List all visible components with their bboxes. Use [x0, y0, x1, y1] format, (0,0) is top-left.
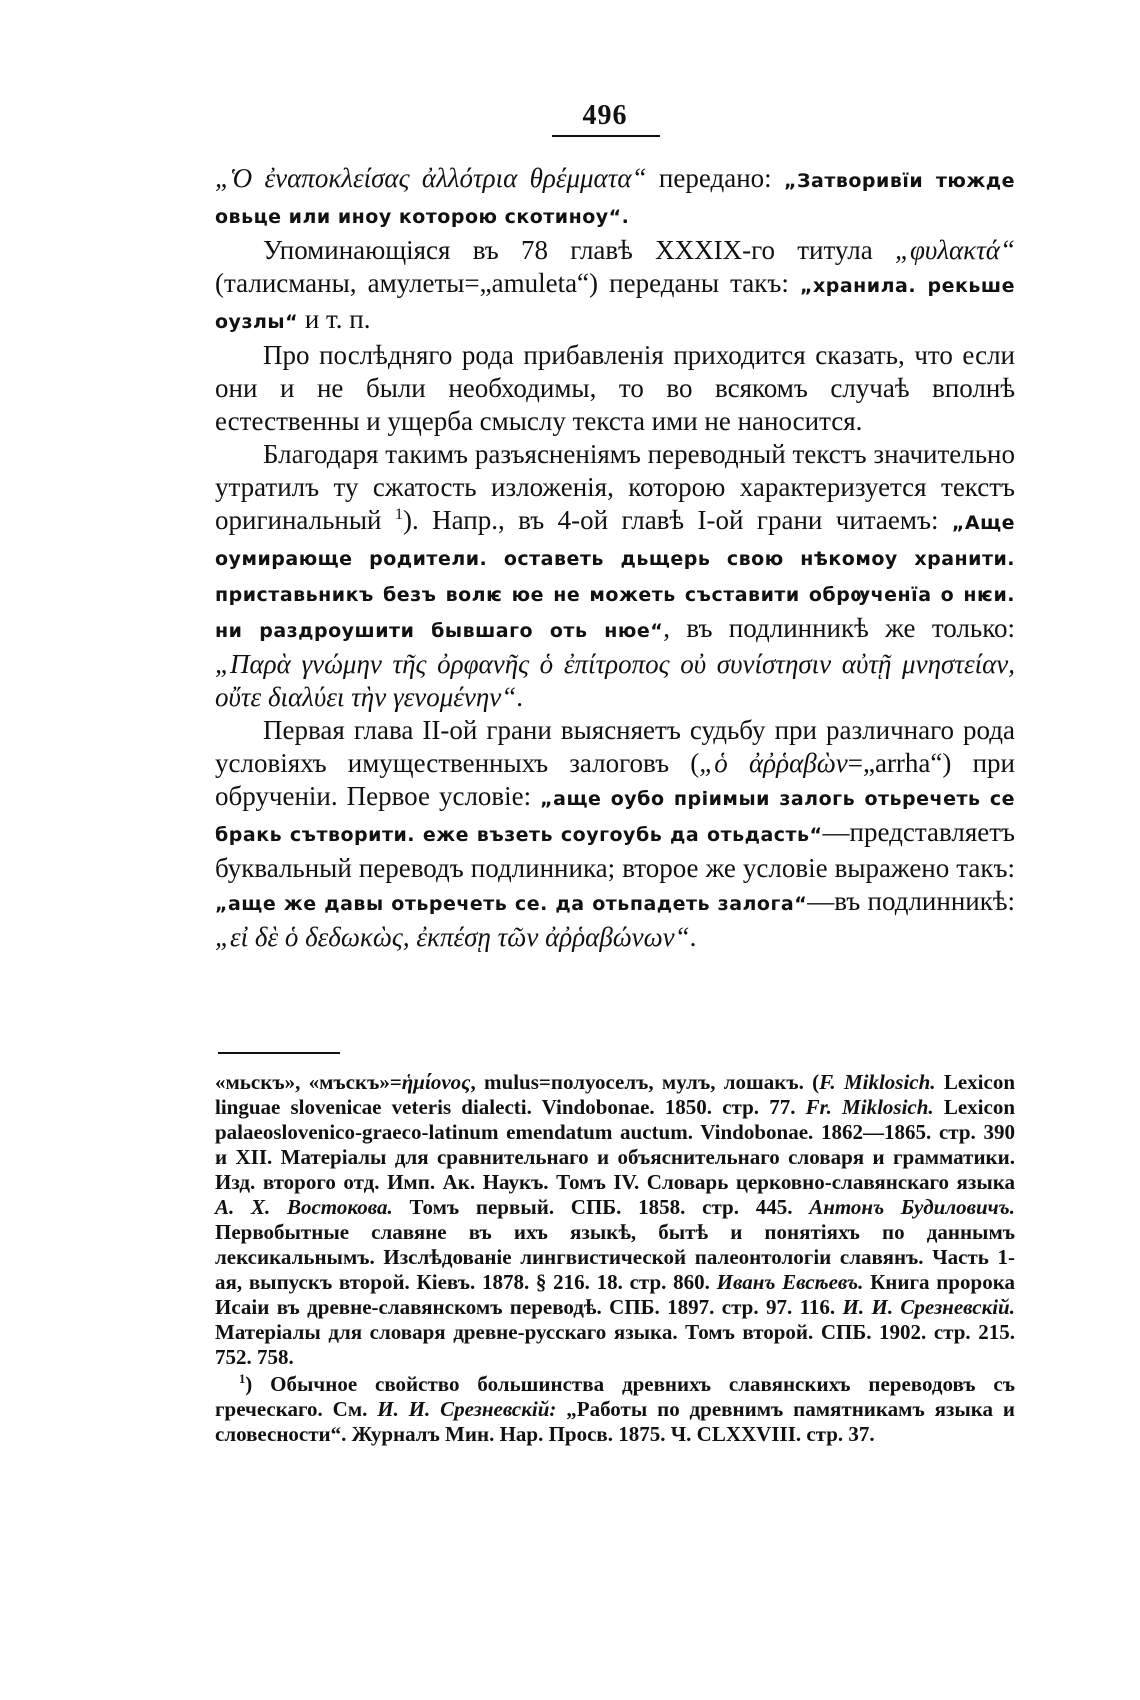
footnote-text: Lexicon palaeoslovenico-graeco-latinum emendatum auctum. Vindobonae. 1862—1865. стр. 390 и XII. Матеріалы для сравнительнаго и объяснительнаго словаря и грамматики. Изд. второго отд. Имп. Ак. Наукъ. Томъ IV. Словарь церковно-славянскаго языка [215, 1095, 1015, 1194]
author-name: А. Х. Востокова. [215, 1195, 393, 1219]
paragraph-2 [215, 234, 1015, 339]
paragraph-text: Упоминающіяся въ 78 главѣ XXXIX-го титула [263, 235, 895, 265]
author-name: Fr. Miklosich. [805, 1095, 934, 1119]
paragraph-text: . [689, 922, 697, 952]
author-name: Иванъ Евсѣевъ. [716, 1270, 864, 1294]
page-number: 496 [582, 100, 628, 131]
paragraph-text: и т. п. [298, 304, 371, 334]
paragraph-text: —представляетъ буквальный переводъ подлинника; второе же условіе выражено такъ: [215, 817, 1015, 883]
greek-quote: „Ὁ ἐναποκλείσας ἀλλότρια θρέμματα“ [215, 163, 647, 193]
footnote-text: , mulus=полуоселъ, мулъ, лошакъ. ( [470, 1070, 820, 1094]
footnote-text: «мьскъ», «мъскъ»= [215, 1070, 402, 1094]
footnote-text: Первобытные славяне въ ихъ языкѣ, бытѣ и понятіяхъ по даннымъ лексикальнымъ. Изслѣдованіе лингвистической палеонтологіи славянъ. Часть 1-ая, выпускъ второй. Кіевъ. 1878. § 216. 18. стр. 860. [215, 1220, 1015, 1294]
author-name: И. И. Срезневскій. [842, 1295, 1015, 1319]
paragraph-text: передано: [646, 163, 785, 193]
footnote-text: Lexicon linguae slovenicae veteris dialecti. Vindobonae. 1850. стр. 77. [215, 1070, 1016, 1119]
paragraph-1 [215, 162, 1015, 234]
paragraph-5 [215, 714, 1015, 954]
church-slavonic-quote: „хранила. рекьше оузлы“ [215, 275, 1015, 333]
page-number-rule [552, 135, 660, 137]
paragraph-text: Первая глава II-ой грани выясняетъ судьбу при различнаго рода условіяхъ имущественныхъ залоговъ ( [215, 715, 1015, 778]
paragraph-text: Благодаря такимъ разъясненіямъ переводный текстъ значительно утратилъ ту сжатость изложенія, которою характеризуется текстъ оригинальный [215, 439, 1015, 535]
footnote-text: Томъ первый. СПБ. 1858. стр. 445. [392, 1195, 810, 1219]
main-text [215, 162, 1015, 954]
footnote-1 [215, 1372, 1015, 1447]
paragraph-text: Про послѣдняго рода прибавленія приходится сказать, что если они и не были необходимы, то во всякомъ случаѣ вполнѣ естественны и ущерба смыслу текста ими не наносится. [215, 340, 1015, 436]
paragraph-text: . [516, 682, 524, 712]
footnote-reference: 1 [394, 505, 403, 523]
greek-word: ἡμίονος [401, 1070, 471, 1094]
greek-quote: „φυλακτά“ [894, 235, 1015, 265]
greek-quote: „Παρὰ γνώμην τῆς ὀρφανῆς ὁ ἐπίτροπος οὐ συνίστησιν αὐτῇ μνηστείαν, οὔτε διαλύει τὴν γενομένην“ [215, 649, 1015, 712]
church-slavonic-quote: „аще оубо пріимыи залогь отьречеть се бракь сътворити. еже възеть соугоубь да отьдасть“ [215, 788, 1015, 846]
church-slavonic-quote: „Затворивїи тюжде овьце или иноу которою скотиноу“. [215, 170, 1016, 228]
author-name: Антонъ Будиловичъ. [809, 1195, 1015, 1219]
footnotes [215, 1070, 1015, 1447]
author-name: F. Miklosich. [819, 1070, 936, 1094]
greek-quote: „εἰ δὲ ὁ δεδωκὼς, ἐκπέσῃ τῶν ἀῤῥαβώνων“ [215, 922, 690, 952]
church-slavonic-quote: „Аще оумирающе родители. оставеть дьщерь свою нѣкомоу хранити. приставьникъ безъ волѥ юе не можеть съставити обрѹченїа о нѥи. ни раздроушити бывшаго оть нюе“ [215, 512, 1015, 642]
footnote-text: Книга пророка Исаіи въ древне-славянскомъ переводѣ. СПБ. 1897. стр. 97. 116. [215, 1270, 1015, 1319]
church-slavonic-quote: „аще же давы отьречеть се. да отьпадеть залога“ [215, 893, 808, 915]
paragraph-4 [215, 438, 1015, 714]
paragraph-text: (талисманы, амулеты=„amuleta“) переданы такъ: [215, 268, 800, 298]
footnote-continuation [215, 1070, 1015, 1370]
author-name: И. И. Срезневскій: [377, 1397, 557, 1421]
paragraph-text: , въ подлинникѣ же только: [663, 613, 1015, 643]
paragraph-text: =„arrha“) при обрученіи. Первое условіе: [215, 748, 1015, 811]
footnote-text: Матеріалы для словаря древне-русскаго языка. Томъ второй. СПБ. 1902. стр. 215. 752. 758. [215, 1320, 1015, 1369]
footnote-marker: 1 [239, 1372, 246, 1386]
paragraph-text: ). Напр., въ 4-ой главѣ I-ой грани читаемъ: [403, 505, 952, 535]
greek-quote: „ὁ ἀῤῥαβὼν [699, 748, 848, 778]
footnote-separator [218, 1052, 340, 1054]
footnote-text: „Работы по древнимъ памятникамъ языка и словесности“. Журналъ Мин. Нар. Просв. 1875. Ч. CLXXVIII. стр. 37. [215, 1397, 1015, 1446]
paragraph-3 [215, 339, 1015, 438]
paragraph-text: —въ подлинникѣ: [807, 886, 1016, 916]
footnote-text: ) Обычное свойство большинства древнихъ славянскихъ переводовъ съ греческаго. См. [215, 1372, 1015, 1421]
